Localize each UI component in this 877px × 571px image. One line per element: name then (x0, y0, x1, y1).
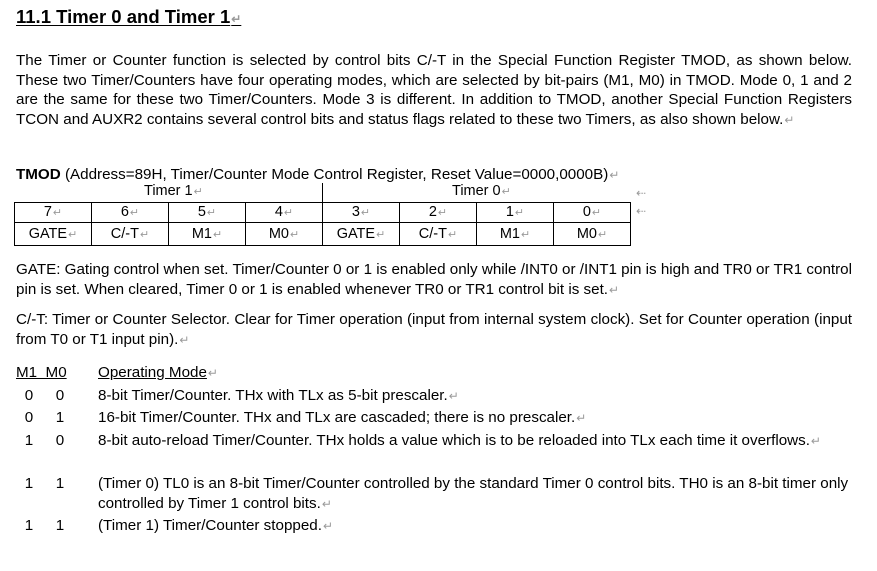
modes-header-wrap (98, 363, 218, 383)
cell-mark-icon: ↵ (212, 228, 223, 241)
bit-number: 5 (197, 204, 206, 220)
timer1-group-label (144, 183, 203, 201)
mode-m0: 1 (55, 475, 65, 492)
paragraph-mark-icon: ↵ (576, 411, 587, 425)
field-name: C/-T (110, 225, 139, 242)
field-cell (477, 223, 554, 246)
bit-cell (246, 203, 323, 223)
mode-m1: 1 (24, 517, 34, 534)
bit-cell (400, 203, 477, 223)
field-name: M1 (499, 225, 520, 242)
bit-cell (323, 203, 400, 223)
gate-description (16, 260, 852, 300)
row-end-mark-icon: ⇠ (636, 186, 647, 200)
field-name: GATE (336, 225, 376, 242)
bit-number: 0 (582, 204, 591, 220)
intro-paragraph (16, 51, 852, 130)
mode-m1: 1 (24, 475, 34, 492)
row-end-mark-icon: ⇠ (636, 204, 647, 218)
timer0-label-text: Timer 0 (452, 183, 501, 199)
mode-description (98, 431, 850, 452)
field-cell (246, 223, 323, 246)
paragraph-mark-icon: ↵ (231, 12, 242, 26)
paragraph-mark-icon: ↵ (609, 282, 620, 297)
ct-description (16, 310, 852, 350)
paragraph-mark-icon: ↵ (784, 112, 795, 127)
cell-mark-icon: ↵ (283, 207, 294, 219)
paragraph-mark-icon: ↵ (501, 186, 511, 198)
field-cell (92, 223, 169, 246)
bit-number: 4 (274, 204, 283, 220)
cell-mark-icon: ↵ (139, 228, 150, 241)
mode-m1: 0 (24, 387, 34, 404)
field-name: GATE (28, 225, 68, 242)
mode-description-text: (Timer 0) TL0 is an 8-bit Timer/Counter controlled by the standard Timer 0 control bits. TH0 is an 8-bit timer only controlled by Timer 1 control bits. (98, 475, 849, 512)
mode-m1: 0 (24, 409, 34, 426)
timer1-label-text: Timer 1 (144, 183, 193, 199)
bit-cell (477, 203, 554, 223)
mode-description-text: (Timer 1) Timer/Counter stopped. (98, 517, 322, 534)
register-title (16, 165, 619, 185)
mode-description (98, 408, 850, 429)
section-heading (16, 6, 241, 28)
bit-cell (169, 203, 246, 223)
cell-mark-icon: ↵ (206, 207, 217, 219)
cell-mark-icon: ↵ (52, 207, 63, 219)
paragraph-mark-icon: ↵ (321, 496, 332, 511)
bit-number-row (15, 203, 631, 223)
mode-description (98, 474, 850, 514)
register-name: TMOD (16, 166, 61, 183)
mode-description (98, 516, 850, 537)
register-details: (Address=89H, Timer/Counter Mode Control Register, Reset Value=0000,0000B) (60, 166, 609, 183)
bit-number: 3 (351, 204, 360, 220)
gate-description-text: GATE: Gating control when set. Timer/Counter 0 or 1 is enabled only while /INT0 or /INT1 pin is high and TR0 or TR1 control pin is set. When cleared, Timer 0 or 1 is enabled whenever TR0 or TR1 control bit is set. (16, 261, 852, 298)
bit-cell (92, 203, 169, 223)
paragraph-mark-icon: ↵ (810, 434, 821, 448)
field-name: C/-T (418, 225, 447, 242)
cell-mark-icon: ↵ (129, 207, 140, 219)
field-cell (554, 223, 631, 246)
intro-text: The Timer or Counter function is selected by control bits C/-T in the Special Function Register TMOD, as shown below. These two Timer/Counters have four operating modes, which are selected by bit-pairs (M1, M0) in TMOD. Mode 0, 1 and 2 are the same for these two Timer/Counters. Mode 3 is different. In addition to TMOD, another Special Function Registers TCON and AUXR2 contains several control bits and status flags related to these two Timers, as also shown below. (16, 52, 852, 128)
timer0-group-label (452, 183, 511, 201)
field-cell (400, 223, 477, 246)
section-heading-text: 11.1 Timer 0 and Timer 1 (16, 6, 231, 27)
mode-m0: 1 (55, 409, 65, 426)
cell-mark-icon: ↵ (68, 228, 78, 241)
cell-mark-icon: ↵ (514, 207, 525, 219)
timer-group-divider (322, 183, 323, 203)
mode-description-text: 8-bit auto-reload Timer/Counter. THx holds a value which is to be reloaded into TLx each time it overflows. (98, 432, 810, 449)
mode-description (98, 386, 850, 407)
mode-m0: 0 (55, 387, 65, 404)
cell-mark-icon: ↵ (437, 207, 448, 219)
paragraph-mark-icon: ↵ (179, 332, 190, 347)
paragraph-mark-icon: ↵ (322, 519, 334, 533)
paragraph-mark-icon: ↵ (207, 366, 218, 380)
mode-m0: 0 (55, 432, 65, 449)
cell-mark-icon: ↵ (591, 207, 602, 219)
paragraph-mark-icon: ↵ (448, 389, 459, 403)
bit-number: 7 (43, 204, 52, 220)
field-name: M0 (268, 225, 289, 242)
modes-mode-header: Operating Mode (98, 364, 207, 381)
cell-mark-icon: ↵ (447, 228, 458, 241)
tmod-register-table (14, 202, 631, 246)
mode-description-text: 16-bit Timer/Counter. THx and TLx are cascaded; there is no prescaler. (98, 409, 576, 426)
field-name: M1 (191, 225, 212, 242)
field-name-row (15, 223, 631, 246)
paragraph-mark-icon: ↵ (609, 168, 620, 182)
bit-cell (15, 203, 92, 223)
bit-number: 1 (505, 204, 514, 220)
cell-mark-icon: ↵ (360, 207, 371, 219)
bit-number: 2 (428, 204, 437, 220)
cell-mark-icon: ↵ (376, 228, 386, 241)
mode-m0: 1 (55, 517, 65, 534)
mode-m1: 1 (24, 432, 34, 449)
bit-number: 6 (120, 204, 129, 220)
paragraph-mark-icon: ↵ (193, 186, 203, 198)
cell-mark-icon: ↵ (597, 228, 608, 241)
ct-description-text: C/-T: Timer or Counter Selector. Clear for Timer operation (input from internal system clock). Set for Counter operation (input from T0 or T1 input pin). (16, 311, 852, 348)
mode-description-text: 8-bit Timer/Counter. THx with TLx as 5-bit prescaler. (98, 387, 448, 404)
bit-cell (554, 203, 631, 223)
field-cell (323, 223, 400, 246)
field-name: M0 (576, 225, 597, 242)
cell-mark-icon: ↵ (289, 228, 300, 241)
cell-mark-icon: ↵ (520, 228, 531, 241)
field-cell (169, 223, 246, 246)
modes-bits-header: M1 M0 (16, 364, 67, 381)
field-cell (15, 223, 92, 246)
